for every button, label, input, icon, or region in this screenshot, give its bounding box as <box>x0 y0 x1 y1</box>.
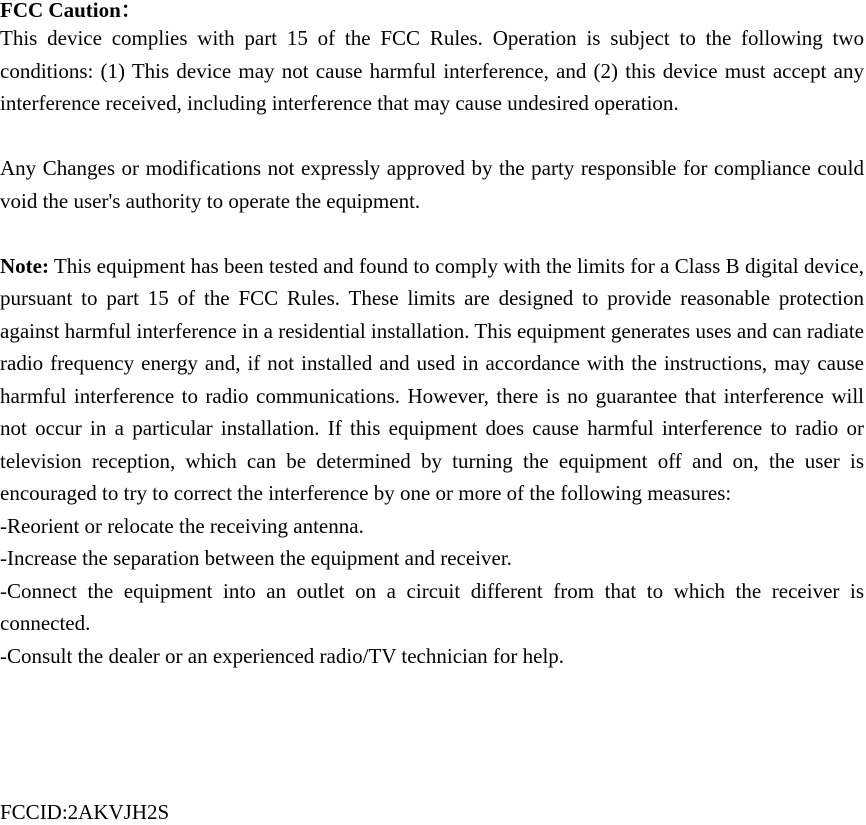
fcc-id: FCCID:2AKVJH2S <box>0 800 170 824</box>
measure-item: -Increase the separation between the equipment and receiver. <box>0 546 512 570</box>
measure-item: -Reorient or relocate the receiving antenna. <box>0 513 364 538</box>
fcc-caution-heading: FCC Caution： <box>0 0 142 22</box>
paragraph-spacer <box>0 120 864 153</box>
measure-item: -Consult the dealer or an experienced radio/TV technician for help. <box>0 643 565 668</box>
paragraph-spacer <box>0 217 864 250</box>
note-text: This equipment has been tested and found to comply with the limits for a Class B digital device, pursuant to part 15 of the FCC Rules. These limits are designed to provide reasonable protection against harmful interference in a residential installation. This equipment generates uses and can radiate radio frequency energy and, if not installed and used in accordance with the instructions, may cause harmful interference to radio communications. However, there is no guarantee that interference will not occur in a particular installation. If this equipment does cause harmful interference to radio or television reception, which can be determined by turning the equipment off and on, the user is encouraged to try to correct the interference by one or more of the following measures: <box>0 253 864 505</box>
note-label: Note: <box>0 253 49 278</box>
measure-item: -Connect the equipment into an outlet on a circuit different from that to which the receiver is connected. <box>0 578 864 635</box>
compliance-paragraph: This device complies with part 15 of the FCC Rules. Operation is subject to the following two conditions: (1) This device may not cause harmful interference, and (2) this device must accept any interference received, including interference that may cause undesired operation. <box>0 26 864 115</box>
note-paragraph <box>0 250 864 510</box>
modifications-paragraph: Any Changes or modifications not expressly approved by the party responsible for compliance could void the user's authority to operate the equipment. <box>0 156 864 213</box>
